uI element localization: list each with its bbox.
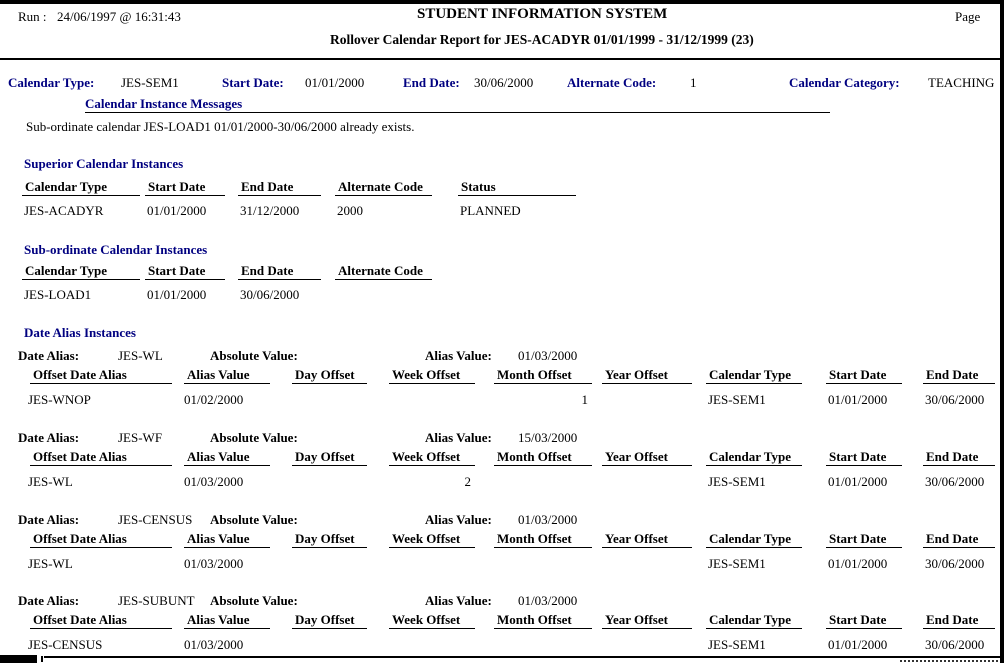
- col-offset-date-alias: Offset Date Alias: [30, 450, 172, 466]
- date-alias-block: [0, 430, 1000, 510]
- superior-col-end-date: End Date: [238, 180, 321, 196]
- date-alias-label: Date Alias:: [18, 348, 80, 363]
- cell-calendar-type: JES-SEM1: [708, 556, 766, 571]
- cell-calendar-type: JES-SEM1: [708, 392, 766, 407]
- subordinate-row-end-date: 30/06/2000: [240, 287, 300, 302]
- calendar-type-value: JES-SEM1: [121, 75, 179, 90]
- superior-col-alternate-code: Alternate Code: [335, 180, 432, 196]
- col-start-date: Start Date: [826, 613, 902, 629]
- absolute-value-label: Absolute Value:: [210, 348, 298, 363]
- cell-end-date: 30/06/2000: [925, 474, 985, 489]
- subordinate-row-calendar-type: JES-LOAD1: [24, 287, 92, 302]
- cell-offset-date-alias: JES-WL: [28, 556, 73, 571]
- date-alias-block: [0, 348, 1000, 428]
- alias-value-label: Alias Value:: [425, 593, 492, 608]
- col-end-date: End Date: [923, 532, 995, 548]
- alias-value-label: Alias Value:: [425, 348, 492, 363]
- message-text: Sub-ordinate calendar JES-LOAD1 01/01/2000-30/06/2000 already exists.: [26, 119, 415, 134]
- date-alias-value: JES-WL: [118, 348, 163, 363]
- cell-month-offset: 1: [581, 392, 588, 407]
- date-alias-label: Date Alias:: [18, 512, 80, 527]
- col-alias-value: Alias Value: [184, 450, 270, 466]
- col-offset-date-alias: Offset Date Alias: [30, 532, 172, 548]
- subordinate-col-start-date: Start Date: [145, 264, 225, 280]
- alternate-code-label: Alternate Code:: [567, 75, 657, 90]
- col-week-offset: Week Offset: [389, 368, 475, 384]
- absolute-value-label: Absolute Value:: [210, 512, 298, 527]
- superior-col-calendar-type: Calendar Type: [22, 180, 140, 196]
- page-bottom-tick: [41, 656, 43, 662]
- subordinate-row-start-date: 01/01/2000: [147, 287, 207, 302]
- cell-alias-value: 01/03/2000: [184, 474, 244, 489]
- cell-end-date: 30/06/2000: [925, 637, 985, 652]
- cell-offset-date-alias: JES-WNOP: [28, 392, 91, 407]
- col-month-offset: Month Offset: [494, 613, 592, 629]
- superior-col-status: Status: [458, 180, 576, 196]
- page-top-border: [0, 0, 1004, 4]
- start-date-label: Start Date:: [222, 75, 284, 90]
- subordinate-col-alternate-code: Alternate Code: [335, 264, 432, 280]
- col-alias-value: Alias Value: [184, 368, 270, 384]
- col-calendar-type: Calendar Type: [706, 450, 802, 466]
- cell-week-offset: 2: [464, 474, 471, 489]
- date-alias-value: JES-SUBUNT: [118, 593, 195, 608]
- cell-end-date: 30/06/2000: [925, 392, 985, 407]
- col-year-offset: Year Offset: [602, 532, 692, 548]
- col-offset-date-alias: Offset Date Alias: [30, 613, 172, 629]
- col-year-offset: Year Offset: [602, 368, 692, 384]
- cell-calendar-type: JES-SEM1: [708, 474, 766, 489]
- superior-heading: Superior Calendar Instances: [24, 156, 184, 171]
- cell-alias-value: 01/03/2000: [184, 556, 244, 571]
- date-alias-heading: Date Alias Instances: [24, 325, 136, 340]
- alias-value-label: Alias Value:: [425, 512, 492, 527]
- superior-row-status: PLANNED: [460, 203, 521, 218]
- col-end-date: End Date: [923, 450, 995, 466]
- col-end-date: End Date: [923, 613, 995, 629]
- col-month-offset: Month Offset: [494, 532, 592, 548]
- col-week-offset: Week Offset: [389, 532, 475, 548]
- alias-value-value: 01/03/2000: [518, 512, 578, 527]
- subordinate-col-end-date: End Date: [238, 264, 321, 280]
- col-month-offset: Month Offset: [494, 450, 592, 466]
- cell-calendar-type: JES-SEM1: [708, 637, 766, 652]
- date-alias-label: Date Alias:: [18, 593, 80, 608]
- col-day-offset: Day Offset: [292, 532, 367, 548]
- superior-col-start-date: Start Date: [145, 180, 225, 196]
- col-week-offset: Week Offset: [389, 450, 475, 466]
- col-year-offset: Year Offset: [602, 450, 692, 466]
- absolute-value-label: Absolute Value:: [210, 430, 298, 445]
- calendar-category-value: TEACHING: [928, 75, 995, 90]
- date-alias-block: [0, 593, 1000, 663]
- cell-start-date: 01/01/2000: [828, 556, 888, 571]
- calendar-category-label: Calendar Category:: [789, 75, 900, 90]
- col-alias-value: Alias Value: [184, 613, 270, 629]
- cell-offset-date-alias: JES-WL: [28, 474, 73, 489]
- col-start-date: Start Date: [826, 368, 902, 384]
- report-subtitle: Rollover Calendar Report for JES-ACADYR 01/01/1999 - 31/12/1999 (23): [330, 32, 754, 47]
- page-label: Page: [955, 9, 981, 24]
- subordinate-col-calendar-type: Calendar Type: [22, 264, 140, 280]
- run-datetime: 24/06/1997 @ 16:31:43: [57, 9, 181, 24]
- cell-offset-date-alias: JES-CENSUS: [28, 637, 103, 652]
- page-bottom-border: [44, 656, 1000, 658]
- col-day-offset: Day Offset: [292, 368, 367, 384]
- col-start-date: Start Date: [826, 450, 902, 466]
- alias-value-value: 15/03/2000: [518, 430, 578, 445]
- date-alias-block: [0, 512, 1000, 592]
- page-bottom-corner-block: [0, 655, 37, 663]
- page-bottom-dotted-edge: [900, 660, 1000, 662]
- superior-row-start-date: 01/01/2000: [147, 203, 207, 218]
- col-alias-value: Alias Value: [184, 532, 270, 548]
- col-start-date: Start Date: [826, 532, 902, 548]
- messages-heading: Calendar Instance Messages: [85, 97, 830, 113]
- col-offset-date-alias: Offset Date Alias: [30, 368, 172, 384]
- alias-value-value: 01/03/2000: [518, 593, 578, 608]
- cell-start-date: 01/01/2000: [828, 474, 888, 489]
- col-calendar-type: Calendar Type: [706, 368, 802, 384]
- cell-alias-value: 01/02/2000: [184, 392, 244, 407]
- superior-row-end-date: 31/12/2000: [240, 203, 300, 218]
- cell-alias-value: 01/03/2000: [184, 637, 244, 652]
- absolute-value-label: Absolute Value:: [210, 593, 298, 608]
- col-month-offset: Month Offset: [494, 368, 592, 384]
- header-separator: [0, 58, 1000, 60]
- alias-value-label: Alias Value:: [425, 430, 492, 445]
- col-calendar-type: Calendar Type: [706, 532, 802, 548]
- cell-start-date: 01/01/2000: [828, 392, 888, 407]
- date-alias-value: JES-WF: [118, 430, 163, 445]
- col-day-offset: Day Offset: [292, 613, 367, 629]
- date-alias-label: Date Alias:: [18, 430, 80, 445]
- date-alias-value: JES-CENSUS: [118, 512, 193, 527]
- cell-end-date: 30/06/2000: [925, 556, 985, 571]
- col-year-offset: Year Offset: [602, 613, 692, 629]
- col-week-offset: Week Offset: [389, 613, 475, 629]
- report-title: STUDENT INFORMATION SYSTEM: [417, 6, 668, 22]
- end-date-value: 30/06/2000: [474, 75, 534, 90]
- subordinate-heading: Sub-ordinate Calendar Instances: [24, 242, 208, 257]
- col-day-offset: Day Offset: [292, 450, 367, 466]
- start-date-value: 01/01/2000: [305, 75, 365, 90]
- page-right-border: [1000, 0, 1004, 663]
- run-label: Run :: [18, 9, 47, 24]
- alternate-code-value: 1: [690, 75, 697, 90]
- calendar-type-label: Calendar Type:: [8, 75, 95, 90]
- cell-start-date: 01/01/2000: [828, 637, 888, 652]
- superior-row-calendar-type: JES-ACADYR: [24, 203, 104, 218]
- col-end-date: End Date: [923, 368, 995, 384]
- col-calendar-type: Calendar Type: [706, 613, 802, 629]
- end-date-label: End Date:: [403, 75, 460, 90]
- alias-value-value: 01/03/2000: [518, 348, 578, 363]
- superior-row-alternate-code: 2000: [337, 203, 363, 218]
